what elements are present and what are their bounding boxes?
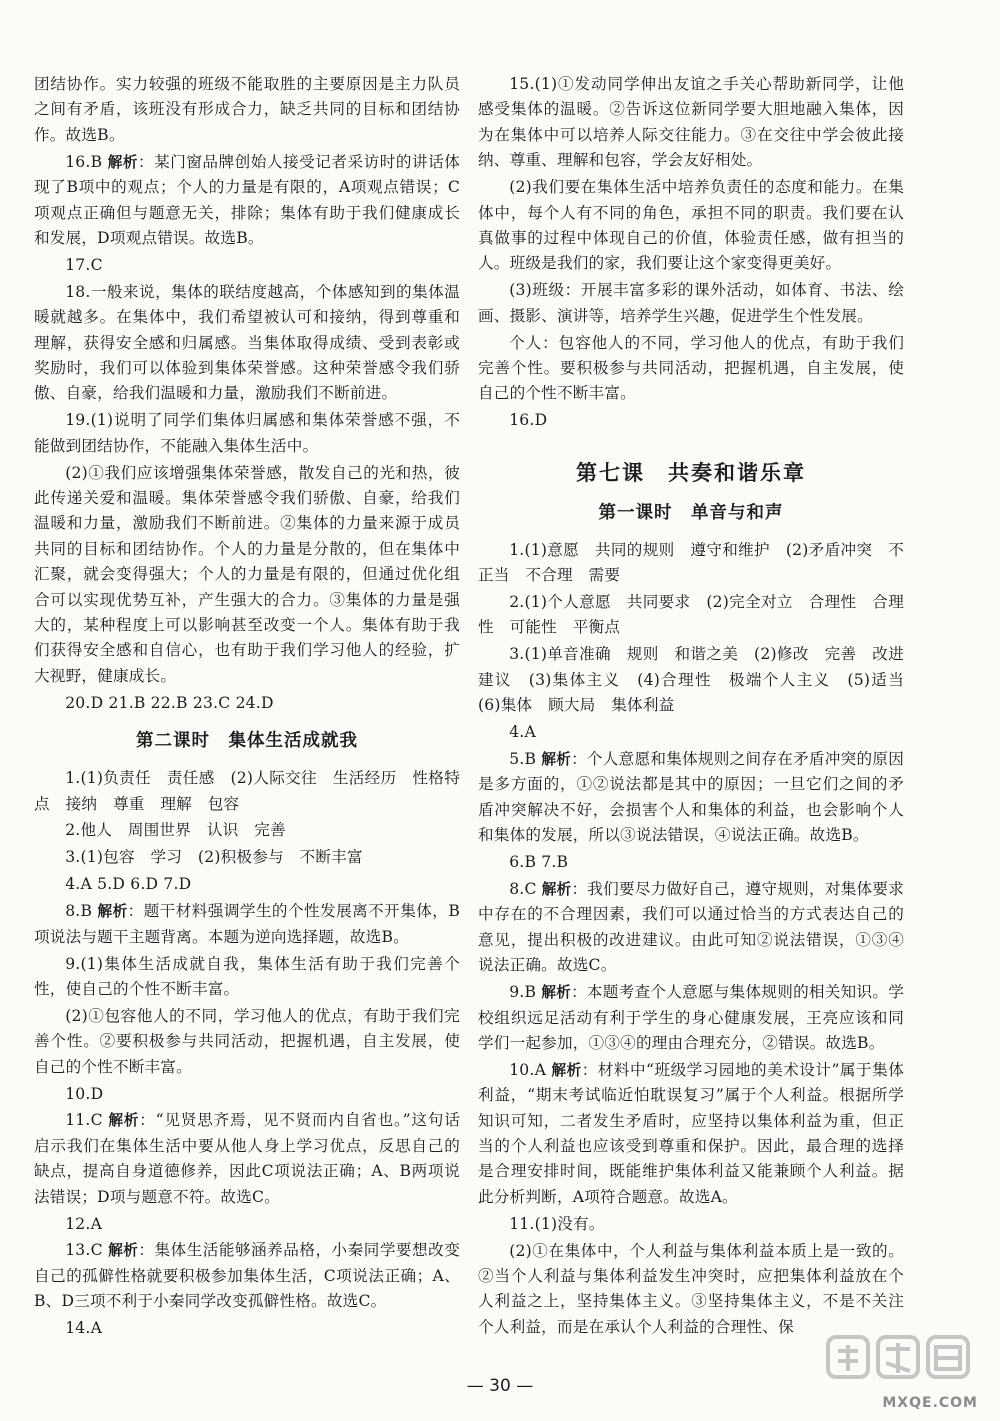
answer-paragraph: 2.他人 周围世界 认识 完善	[65, 821, 286, 840]
answer-paragraph: 19.(1)说明了同学们集体归属感和集体荣誉感不强，不能做到团结协作，不能融入集体生活中。	[34, 411, 460, 455]
period-heading-2: 第二课时 集体生活成就我	[136, 731, 358, 752]
answer-paragraph: (2)①我们应该增强集体荣誉感，散发自己的光和热，彼此传递关爱和温暖。集体荣誉感令我们骄傲、自豪，给我们温暖和力量，激励我们不断前进。②集体的力量来源于成员共同的目标和团结协作。个人的力量是分散的，但在集体中汇聚，就会变得强大；个人的力量是有限的，但通过优化组合可以实现优势互补，产生强大的合力。③集体的力量是强大的，某种程度上可以影响甚至改变一个人。集体有助于我们获得安全感和自信心，也有助于我们学习他人的经验，扩大视野，健康成长。	[34, 463, 460, 685]
answer-paragraph: 9.(1)集体生活成就自我，集体生活有助于我们完善个性，使自己的个性不断丰富。	[34, 954, 460, 998]
answer-paragraph: (2)①包容他人的不同，学习他人的优点，有助于我们完善个性。②要积极参与共同活动，把握机遇，自主发展，使自己的个性不断丰富。	[34, 1006, 460, 1076]
answer-paragraph: 个人：包容他人的不同，学习他人的优点，有助于我们完善个性。要积极参与共同活动，把握机遇，自主发展，使自己的个性不断丰富。	[478, 333, 904, 403]
left-column	[34, 72, 460, 1343]
answer-paragraph: 17.C	[65, 255, 103, 274]
answer-paragraph: 14.A	[65, 1319, 103, 1338]
page-number: — 30 —	[466, 1376, 534, 1396]
answer-paragraph: 16.D	[509, 411, 548, 430]
answer-paragraph: 团结协作。实力较强的班级不能取胜的主要原因是主力队员之间有矛盾，该班没有形成合力，缺乏共同的目标和团结协作。故选B。	[34, 75, 460, 144]
answer-paragraph: 10.D	[65, 1084, 104, 1103]
answer-paragraph: 10.A 解析：材料中“班级学习园地的美术设计”属于集体利益，“期末考试临近怕耽误复习”属于个人利益。根据所学知识可知，二者发生矛盾时，应坚持以集体利益为重，但正当的个人利益也应该受到尊重和保护。因此，最合理的选择是合理安排时间，既能维护集体利益又能兼顾个人利益。据此分析判断，A项符合题意。故选A。	[478, 1060, 904, 1206]
answer-paragraph: 9.B 解析：本题考查个人意愿与集体规则的相关知识。学校组织远足活动有利于学生的身心健康发展，王亮应该和同学们一起参加，①③④的理由合理充分，②错误。故选B。	[478, 983, 904, 1052]
answer-paragraph: 3.(1)单音准确 规则 和谐之美 (2)修改 完善 改进建议 (3)集体主义 (4)合理性 极端个人主义 (5)适当 (6)集体 顾大局 集体利益	[478, 645, 920, 715]
answer-paragraph: 15.(1)①发动同学伸出友谊之手关心帮助新同学，让他感受集体的温暖。②告诉这位新同学要大胆地融入集体，因为在集体中可以培养人际交往能力。③在交往中学会彼此接纳、尊重、理解和包容，学会友好相处。	[478, 75, 904, 170]
answer-paragraph: (2)①在集体中，个人利益与集体利益本质上是一致的。②当个人利益与集体利益发生冲突时，应把集体利益放在个人利益之上，坚持集体主义。③坚持集体主义，不是不关注个人利益，而是在承认个人利益的合理性、保	[478, 1241, 904, 1336]
left-paragraphs-b	[34, 766, 460, 1341]
answer-paragraph: 20.D 21.B 22.B 23.C 24.D	[65, 693, 274, 712]
watermark-text: MXQE.COM	[882, 1395, 978, 1411]
answer-paragraph: 13.C 解析：集体生活能够涵养品格，小秦同学要想改变自己的孤僻性格就要积极参加集体生活，C项说法正确；A、B、D三项不利于小秦同学改变孤僻性格。故选C。	[34, 1241, 461, 1311]
answer-paragraph: 4.A 5.D 6.D 7.D	[65, 875, 192, 894]
answer-paragraph: 4.A	[509, 723, 536, 742]
watermark-logo-icon	[824, 1331, 974, 1403]
lesson-heading: 第七课 共奏和谐乐章	[576, 460, 806, 485]
answer-paragraph: (2)我们要在集体生活中培养负责任的态度和能力。在集体中，每个人有不同的角色，承担不同的职责。我们要在认真做事的过程中体现自己的价值，体验责任感，做有担当的人。班级是我们的家，我们要让这个家变得更美好。	[478, 178, 904, 273]
answer-paragraph: 18.一般来说，集体的联结度越高，个体感知到的集体温暖就越多。在集体中，我们希望被认可和接纳，得到尊重和理解，获得安全感和归属感。当集体取得成绩、受到表彰或奖励时，我们可以体验到集体荣誉感。这种荣誉感令我们骄傲、自豪，给我们温暖和力量，激励我们不断前进。	[34, 282, 460, 403]
answer-paragraph: 6.B 7.B	[509, 853, 569, 872]
answer-paragraph: 11.C 解析：“见贤思齐焉，见不贤而内自省也。”这句话启示我们在集体生活中要从他人身上学习优点，反思自己的缺点，提高自身道德修养，因此C项说法正确；A、B两项说法错误；D项与题意不符。故选C。	[34, 1111, 460, 1206]
answer-paragraph: 16.B 解析：某门窗品牌创始人接受记者采访时的讲话体现了B项中的观点；个人的力量是有限的，A项观点错误；C项观点正确但与题意无关，排除；集体有助于我们健康成长和发展，D项观点错误。故选B。	[34, 152, 460, 247]
answer-paragraph: 1.(1)负责任 责任感 (2)人际交往 生活经历 性格特点 接纳 尊重 理解 包容	[34, 769, 460, 813]
answer-paragraph: 11.(1)没有。	[509, 1214, 605, 1233]
right-column	[478, 72, 920, 1342]
right-paragraphs-a	[478, 72, 904, 434]
right-paragraphs-b	[478, 538, 920, 1341]
answer-paragraph: 1.(1)意愿 共同的规则 遵守和维护 (2)矛盾冲突 不正当 不合理 需要	[478, 540, 904, 585]
left-paragraphs-a	[34, 72, 460, 716]
answer-paragraph: 12.A	[65, 1214, 103, 1233]
answer-paragraph: 8.C 解析：我们要尽力做好自己，遵守规则，对集体要求中存在的不合理因素，我们可以通过恰当的方式表达自己的意见，提出积极的改进建议。由此可知②说法错误，①③④说法正确。故选C。	[478, 879, 904, 975]
answer-paragraph: 8.B 解析：题干材料强调学生的个性发展离不开集体，B项说法与题干主题背离。本题为逆向选择题，故选B。	[34, 902, 460, 946]
answer-paragraph: 3.(1)包容 学习 (2)积极参与 不断丰富	[65, 848, 363, 867]
answer-paragraph: 2.(1)个人意愿 共同要求 (2)完全对立 合理性 合理性 可能性 平衡点	[478, 593, 904, 637]
answer-paragraph: 5.B 解析：个人意愿和集体规则之间存在矛盾冲突的原因是多方面的，①②说法都是其中的原因；一旦它们之间的矛盾冲突解决不好，会损害个人和集体的利益，也会影响个人和集体的发展，所以③说法错误，④说法正确。故选B。	[478, 749, 904, 845]
period-heading-1: 第一课时 单音与和声	[598, 502, 784, 523]
answer-paragraph: (3)班级：开展丰富多彩的课外活动，如体育、书法、绘画、摄影、演讲等，培养学生兴趣，促进学生个性发展。	[478, 281, 904, 325]
